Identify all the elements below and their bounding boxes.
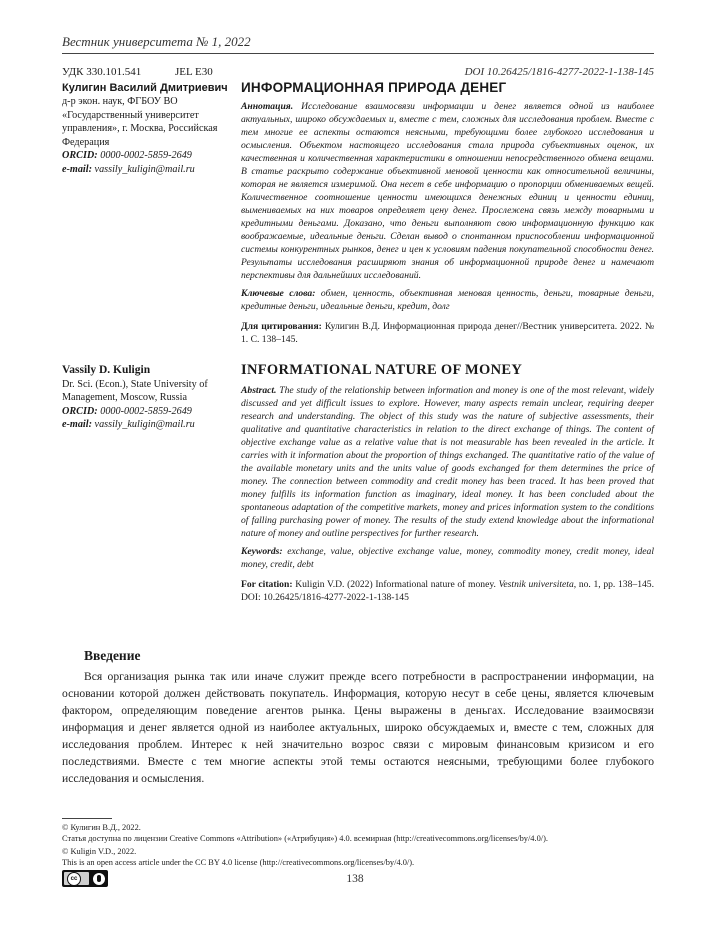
abstract-label-ru: Аннотация. — [241, 101, 294, 112]
email-label: e-mail: — [62, 163, 92, 175]
citation-ru — [241, 320, 654, 346]
author-orcid-en — [62, 405, 242, 419]
keywords-text-ru: обмен, ценность, объективная меновая ценность, деньги, товарные деньги, кредитные деньги, идеальные деньги, кредит, долг — [241, 288, 654, 312]
orcid-value[interactable]: 0000-0002-5859-2649 — [100, 405, 192, 417]
abstract-label-en: Abstract. — [241, 385, 277, 396]
footnote-copyright-ru: © Кулигин В.Д., 2022. — [62, 823, 141, 832]
citation-pre-en: Kuligin V.D. (2022) Informational nature of money. — [295, 579, 496, 590]
author-email-ru — [62, 163, 242, 177]
cc-badge-text: cc — [67, 872, 81, 886]
orcid-label: ORCID: — [62, 405, 98, 417]
author-block-en — [62, 364, 242, 432]
header-rule — [62, 53, 654, 54]
abstract-block-en — [241, 362, 654, 604]
abstract-text-ru: Исследование взаимосвязи информации и денег является одной из наиболее актуальных, широко обсуждаемых и, вместе с тем, сложных для исследования проблем. Вместе с тем многие ее аспекты остаются неясными, требующими более глубокого исследования и осмысления. Объектом настоящего исследования стала природа субъективных оценок, их качественная и количественная характеристики в отношении непосредственного обмена вещами. В статье раскрыто содержание объективной меновой ценности как относительной величины, которая не является измеримой. Она несет в себе информацию о пропорции обмениваемых вещей. Количественное соотношение ценности имеющихся денежных единиц и ценности единиц, вымениваемых на них товаров определяет цену денег. Прослежена связь между товарными и кредитными деньгами. Доказано, что деньги выполняют свою информационную функцию как воображаемые, идеальные деньги. Сделан вывод о спонтанном приспособлении информационной системы конкурентных рынков, денег и цен к условиям падения покупательной способности денег. Результаты исследования расширяют знания об информационной природе денег и намечают перспективы для дальнейших исследований. — [241, 101, 654, 281]
citation-text-ru: Кулигин В.Д. Информационная природа денег//Вестник университета. 2022. № 1. С. 138–145. — [241, 321, 654, 345]
author-name-ru: Кулигин Василий Дмитриевич — [62, 82, 228, 94]
email-value[interactable]: vassily_kuligin@mail.ru — [94, 419, 195, 430]
citation-label-ru: Для цитирования: — [241, 321, 322, 332]
journal-title: Вестник университета № 1, 2022 — [62, 34, 251, 49]
keywords-ru — [241, 287, 654, 313]
article-title-en: INFORMATIONAL NATURE OF MONEY — [241, 362, 523, 378]
footnote-license-en: This is an open access article under the CC BY 4.0 license (http://creativecommons.org/licenses/by/4.0/). — [62, 858, 415, 867]
keywords-label-ru: Ключевые слова: — [241, 288, 316, 299]
footnote-copyright-en: © Kuligin V.D., 2022. — [62, 847, 137, 856]
author-affiliation-en: Dr. Sci. (Econ.), State University of Management, Moscow, Russia — [62, 378, 208, 403]
abstract-block-ru — [241, 80, 654, 346]
author-orcid-ru — [62, 149, 242, 163]
author-block-ru — [62, 81, 242, 176]
email-label: e-mail: — [62, 419, 92, 430]
orcid-label: ORCID: — [62, 150, 98, 161]
doi-link[interactable]: DOI 10.26425/1816-4277-2022-1-138-145 — [464, 66, 654, 78]
citation-label-en: For citation: — [241, 579, 293, 590]
citation-journal-en: Vestnik universiteta — [498, 579, 574, 590]
footnote-license-ru: Статья доступна по лицензии Creative Commons «Attribution» («Атрибуция») 4.0. всемирная (http://creativecommons.org/licenses/by/4.0/). — [62, 834, 548, 843]
keywords-label-en: Keywords: — [241, 546, 283, 557]
keywords-en — [241, 545, 654, 571]
author-name-en: Vassily D. Kuligin — [62, 364, 151, 376]
abstract-text-en: The study of the relationship between information and money is one of the most relevant, widely discussed and yet difficult issues to explore. However, many aspects remain unclear, requiring deeper research and understanding. The object of this study was the nature of subjective assessments, their qualitative and quantitative characteristics in relation to the direct exchange of things. The content of objective exchange value as a relative value that is not measurable has been revealed in the article. It carries with it information about the proportion of things exchanged. The quantitative ratio of the value of the available monetary units and the units value of goods exchanged for them determines the price of money. The connection between commodity and credit money has been traced. It has been proved that money fulfills its information function as imaginary, ideal money. It has been concluded about the spontaneous adaptation of the competitive markets, money and prices information system to the conditions of falling purchasing power of money. The results of the study extend knowledge about the informational nature of money and outline perspectives for further research. — [241, 385, 654, 539]
author-affiliation-ru: д-р экон. наук, ФГБОУ ВО «Государственный университет управления», г. Москва, Российская Федерация — [62, 96, 218, 148]
article-title-ru: ИНФОРМАЦИОННАЯ ПРИРОДА ДЕНЕГ — [241, 80, 507, 95]
email-value[interactable]: vassily_kuligin@mail.ru — [94, 163, 195, 175]
abstract-ru — [241, 100, 654, 282]
abstract-en — [241, 384, 654, 540]
orcid-value[interactable]: 0000-0002-5859-2649 — [100, 150, 192, 161]
intro-paragraph: Вся организация рынка так или иначе служит прежде всего потребности в распространении информации, на основании которой должен действовать покупатель. Информация, которую несут в себе цены, является ключевым фактором, определяющим поведение агентов рынка. Цены выражены в деньгах. Исследование взаимосвязи информация и денег является одной из наиболее актуальных, широко обсуждаемых и, вместе с тем, сложных для исследования проблем. Интерес к ней значительно возрос связи с мировым финансовым кризисом и его последствиями. Вместе с тем многие аспекты этой темы остаются неясными, требующими более глубокого исследования и осмысления. — [62, 670, 654, 785]
udc-code: УДК 330.101.541 — [62, 66, 142, 78]
author-email-en — [62, 418, 242, 432]
keywords-text-en: exchange, value, objective exchange value, money, commodity money, credit money, ideal money, credit, debt — [241, 546, 654, 570]
section-heading-intro: Введение — [84, 648, 141, 663]
footnote-rule — [62, 818, 112, 819]
page-number: 138 — [346, 873, 364, 885]
citation-post-en: , no. 1, pp. 138–145. DOI: 10.26425/1816-4277-2022-1-138-145 — [241, 579, 654, 603]
citation-en — [241, 578, 654, 604]
jel-code: JEL E30 — [175, 66, 213, 78]
